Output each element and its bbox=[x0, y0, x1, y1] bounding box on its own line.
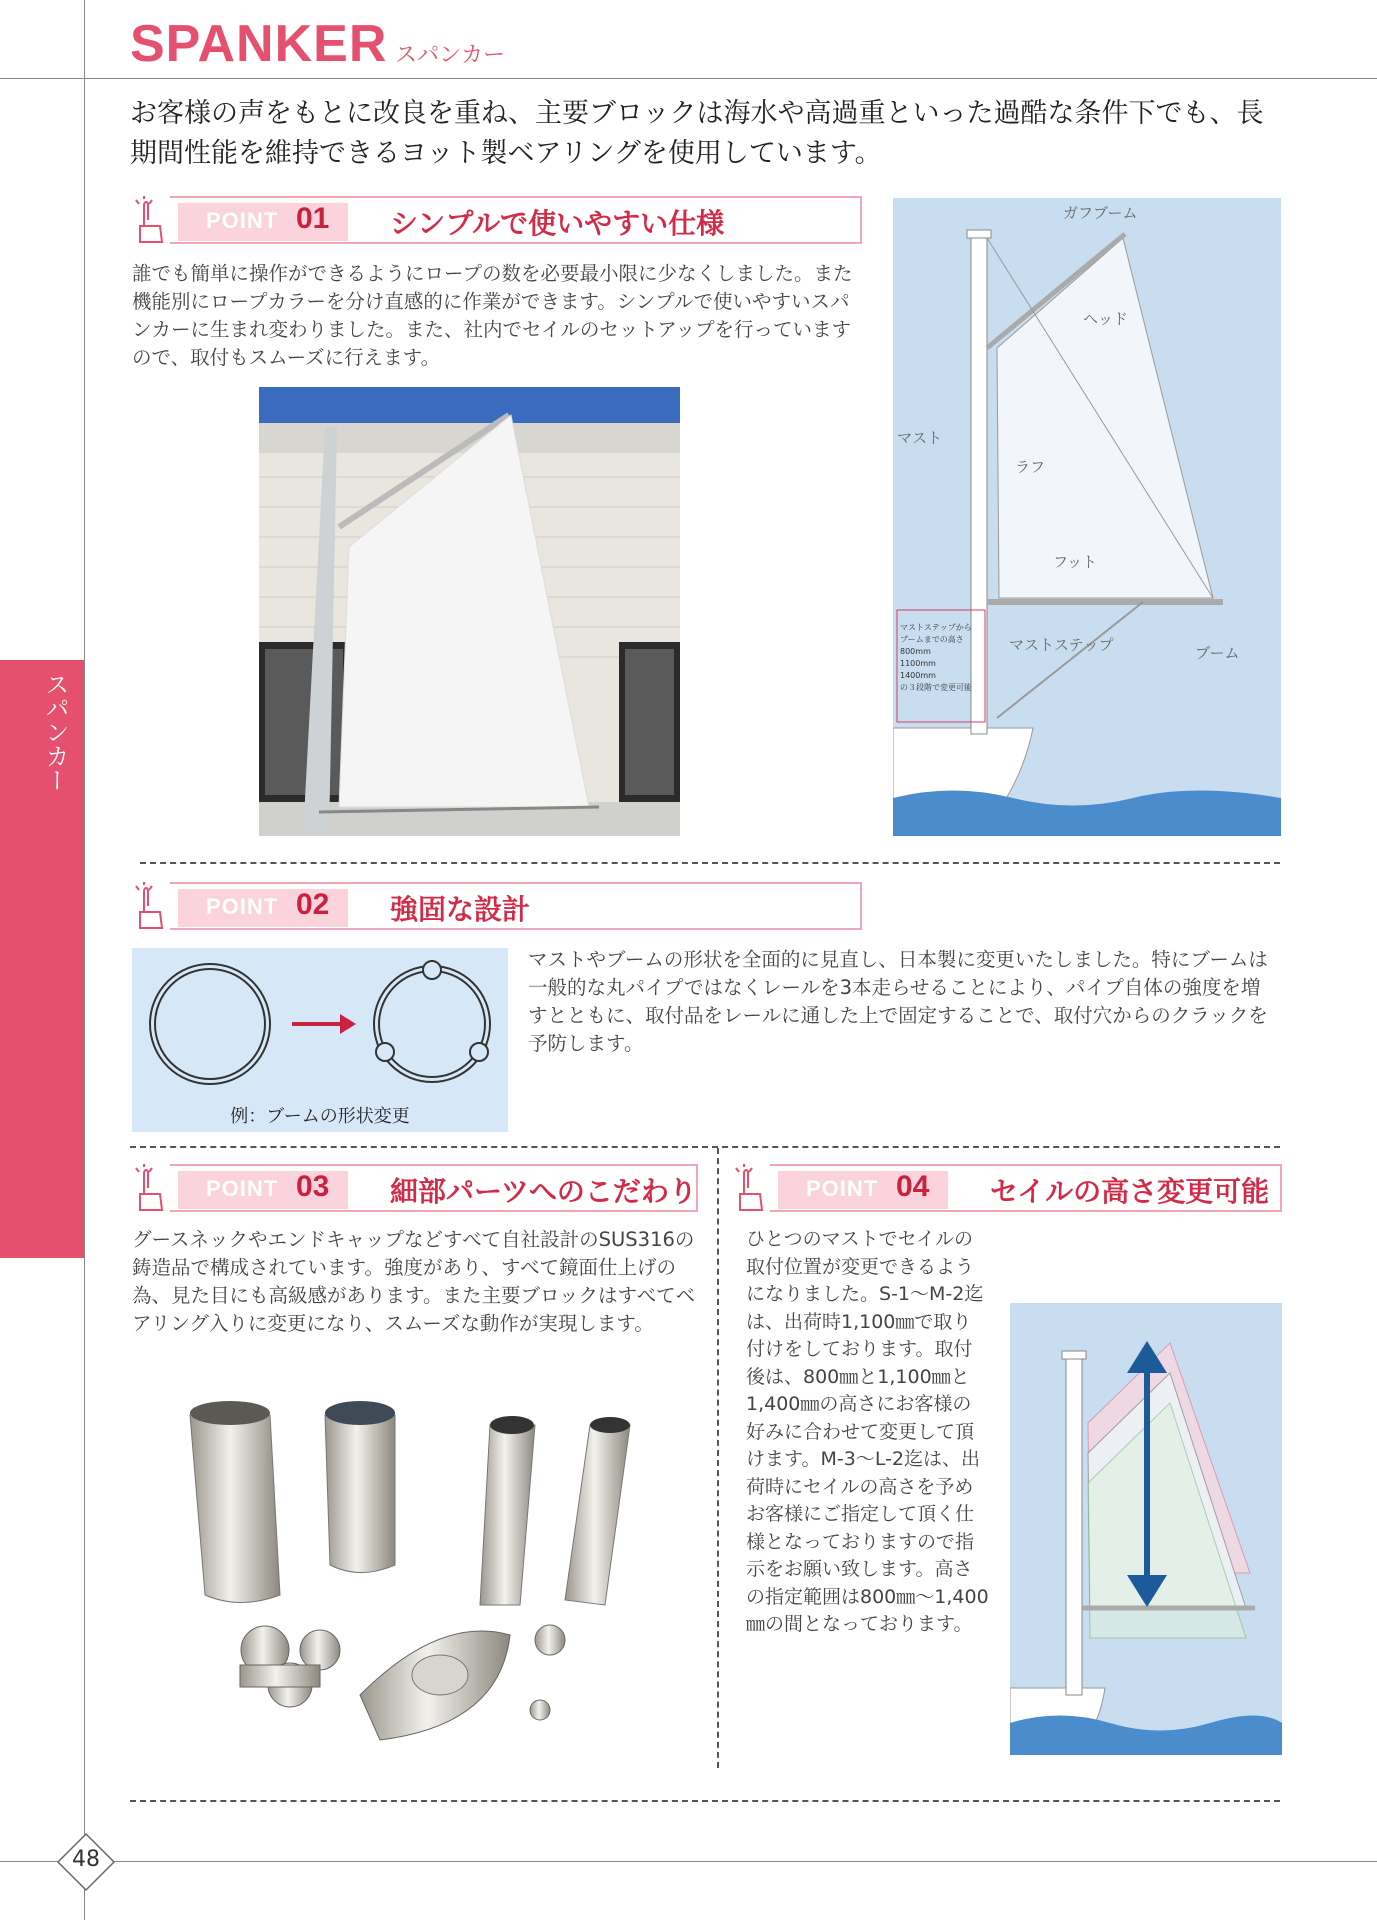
pointing-hand-icon bbox=[130, 1164, 170, 1214]
note-line-2: ブームまでの高さ bbox=[900, 635, 964, 644]
footer-rule bbox=[0, 1861, 1377, 1862]
point-02-text: マストやブームの形状を全面的に見直し、日本製に変更いたしました。特にブームは一般的な丸パイプではなくレールを3本走らせることにより、パイプ自体の強度を増すとともに、取付品をレールに通した上で固定することで、取付穴からのクラックを予防します。 bbox=[528, 948, 1268, 1055]
page-title: SPANKER bbox=[130, 15, 388, 73]
point-label: POINT bbox=[206, 1176, 279, 1201]
intro-text: お客様の声をもとに改良を重ね、主要ブロックは海水や高過重といった過酷な条件下でも、長期間性能を維持できるヨット製ベアリングを使用しています。 bbox=[130, 98, 1264, 169]
point-number: 03 bbox=[296, 1170, 330, 1203]
note-line-6: の３段階で変更可能 bbox=[900, 683, 972, 692]
point-title: セイルの高さ変更可能 bbox=[990, 1175, 1270, 1208]
pointing-hand-icon bbox=[130, 196, 170, 246]
section-divider bbox=[140, 862, 1280, 864]
point-number: 04 bbox=[896, 1170, 930, 1203]
point-label: POINT bbox=[206, 894, 279, 919]
point-title: 強固な設計 bbox=[390, 893, 531, 926]
label-luff: ラフ bbox=[1015, 458, 1046, 476]
page-left-rule bbox=[84, 0, 85, 1920]
section-divider bbox=[130, 1800, 1280, 1802]
page-subtitle: スパンカー bbox=[395, 43, 506, 68]
note-line-4: 1100mm bbox=[900, 659, 936, 668]
note-line-3: 800mm bbox=[900, 647, 931, 656]
point-01-header bbox=[130, 196, 860, 246]
boom-shape-caption: 例：ブームの形状変更 bbox=[230, 1106, 410, 1127]
side-tab-label: スパンカー bbox=[41, 672, 69, 792]
point-title: 細部パーツへのこだわり bbox=[390, 1175, 697, 1208]
note-line-1: マストステップから bbox=[900, 623, 972, 632]
column-divider bbox=[717, 1148, 719, 1768]
point-number: 02 bbox=[296, 888, 330, 921]
note-line-5: 1400mm bbox=[900, 671, 936, 680]
point-label: POINT bbox=[206, 208, 279, 233]
parts-photo bbox=[180, 1395, 660, 1760]
label-mast: マスト bbox=[897, 429, 943, 447]
height-adjust-diagram bbox=[1010, 1303, 1282, 1755]
label-gaff-boom: ガフブーム bbox=[1063, 204, 1138, 222]
pointing-hand-icon bbox=[730, 1164, 770, 1214]
point-03-header bbox=[130, 1164, 700, 1214]
page-number: 48 bbox=[72, 1847, 100, 1872]
boom-shape-figure bbox=[132, 948, 508, 1132]
point-04-text: ひとつのマストでセイルの取付位置が変更できるようになりました。S-1〜M-2迄は、出荷時1,100㎜で取り付けをしております。取付後は、800㎜と1,100㎜と1,400㎜の高さにお客様の好みに合わせて変更して頂けます。M-3〜L-2迄は、出荷時にセイルの高さを予めお客様にご指定して頂く仕様となっておりますので指示をお願い致します。高さの指定範囲は800㎜〜1,400㎜の間となっております。 bbox=[746, 1228, 989, 1635]
point-02-header bbox=[130, 882, 860, 932]
label-mast-step: マストステップ bbox=[1009, 636, 1114, 654]
label-foot: フット bbox=[1053, 553, 1097, 571]
pointing-hand-icon bbox=[130, 882, 170, 932]
spanker-photo bbox=[259, 387, 680, 836]
label-boom: ブーム bbox=[1195, 644, 1240, 662]
point-title: シンプルで使いやすい仕様 bbox=[390, 207, 725, 240]
point-01-text: 誰でも簡単に操作ができるようにロープの数を必要最小限に少なくしました。また機能別にロープカラーを分け直感的に作業ができます。シンプルで使いやすいスパンカーに生まれ変わりました。また、社内でセイルのセットアップを行っていますので、取付もスムーズに行えます。 bbox=[132, 262, 853, 369]
spanker-diagram bbox=[893, 198, 1281, 836]
point-04-header bbox=[730, 1164, 1282, 1214]
section-divider bbox=[130, 1146, 1280, 1148]
header-rule bbox=[0, 78, 1377, 79]
label-head: ヘッド bbox=[1083, 310, 1129, 328]
point-label: POINT bbox=[806, 1176, 879, 1201]
boom-shape-svg bbox=[142, 956, 498, 1096]
point-number: 01 bbox=[296, 202, 330, 235]
point-03-text: グースネックやエンドキャップなどすべて自社設計のSUS316の鋳造品で構成されています。強度があり、すべて鏡面仕上げの為、見た目にも高級感があります。また主要ブロックはすべてベアリング入りに変更になり、スムーズな動作が実現します。 bbox=[132, 1228, 696, 1335]
